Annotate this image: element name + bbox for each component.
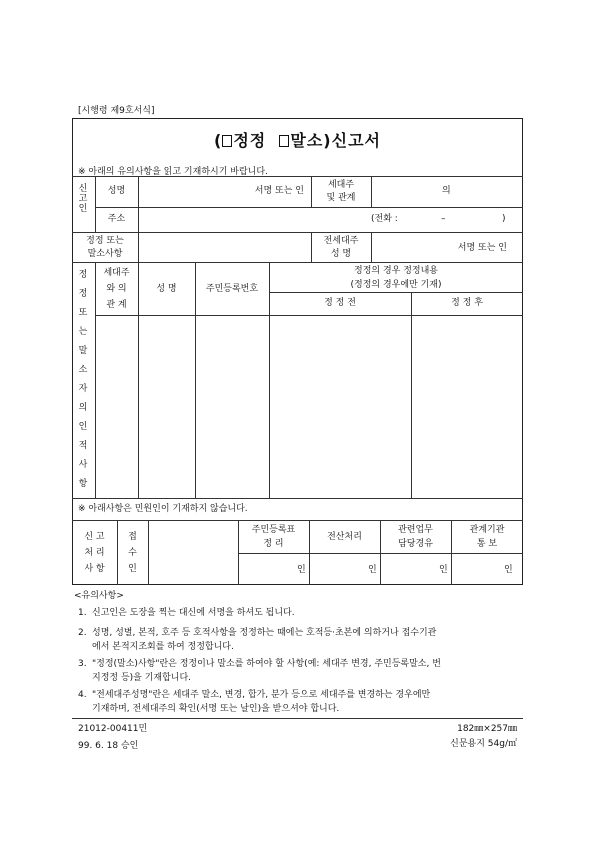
grid-line xyxy=(72,176,523,177)
grid-line xyxy=(95,315,523,316)
note-item xyxy=(78,657,441,671)
grid-line xyxy=(371,176,372,207)
grid-line xyxy=(148,520,149,585)
col-content-2: (정정의 경우에만 기재) xyxy=(350,280,442,290)
note-number: 1. xyxy=(78,608,87,618)
reporter-relation-value: 의 xyxy=(442,186,451,196)
note-item xyxy=(78,606,295,620)
grid-line xyxy=(72,718,523,719)
grid-line xyxy=(138,262,139,498)
note-number: 4. xyxy=(78,690,87,700)
col-relation-2: 와 의 xyxy=(106,284,127,294)
footer-paper: 신문용지 54g/㎡ xyxy=(450,739,517,749)
office-side-label-2: 처 리 xyxy=(84,548,105,558)
title-suffix: )신고서 xyxy=(323,131,381,150)
footer-size: 182㎜×257㎜ xyxy=(457,724,517,734)
col-relation-1: 세대주 xyxy=(103,268,130,278)
office-side-label-3: 사 항 xyxy=(84,564,105,574)
office-seal: 인 xyxy=(297,565,306,575)
grid-line xyxy=(138,176,139,232)
prev-head-label-2: 성 명 xyxy=(330,249,352,259)
reporter-relation-label-2: 및 관계 xyxy=(326,193,356,203)
office-col1-1: 주민등록표 xyxy=(251,525,296,535)
grid-line xyxy=(72,520,523,521)
grid-line xyxy=(269,292,523,293)
grid-line xyxy=(72,498,523,499)
col-after: 정 정 후 xyxy=(451,298,483,308)
note-line: 에서 본적지조회를 하여 정정합니다. xyxy=(92,642,234,652)
office-seal: 인 xyxy=(368,565,377,575)
note-line: "전세대주성명"란은 세대주 말소, 변경, 합가, 분가 등으로 세대주를 변경하는 경우에만 xyxy=(92,690,431,700)
grid-line xyxy=(138,232,139,262)
title-correction-label: 정정 xyxy=(233,131,267,150)
office-col4-1: 관계기관 xyxy=(469,525,505,535)
note-line: 신고인은 도장을 찍는 대신에 서명을 하셔도 됩니다. xyxy=(92,608,295,618)
title-open-paren: ( xyxy=(214,131,223,150)
note-line: 지정정 등)을 기재합니다. xyxy=(92,673,192,683)
col-id-number: 주민등록번호 xyxy=(205,284,259,294)
reason-label-2: 말소사항 xyxy=(87,249,123,259)
note-item xyxy=(78,688,430,702)
reason-sign-label: 서명 또는 인 xyxy=(457,243,507,253)
reporter-phone-close: ) xyxy=(502,214,506,224)
col-relation-3: 관 계 xyxy=(106,300,127,310)
footer-approval: 99. 6. 18 승인 xyxy=(78,741,139,751)
receipt-label-2: 수 xyxy=(128,548,137,558)
title-deletion-label: 말소 xyxy=(290,131,324,150)
grid-line xyxy=(95,262,96,498)
note-line: "정정(말소)사항"란은 정정이나 말소를 하여야 할 사항(예: 세대주 변경, 주민등록말소, 번 xyxy=(92,659,441,669)
office-seal: 인 xyxy=(439,565,448,575)
grid-line xyxy=(411,292,412,498)
note-line: 기재하며, 전세대주의 확인(서명 또는 날인)을 받으셔야 합니다. xyxy=(92,704,340,714)
office-col1-2: 정 리 xyxy=(263,539,284,549)
grid-line xyxy=(309,520,310,585)
grid-line xyxy=(95,207,523,208)
col-content-1: 정정의 경우 정정내용 xyxy=(354,266,438,276)
footer-code: 21012-00411민 xyxy=(78,724,148,734)
col-name: 성 명 xyxy=(156,284,177,294)
reporter-phone-label: (전화 : xyxy=(371,214,398,224)
grid-line xyxy=(72,262,523,263)
reporter-relation-label-1: 세대주 xyxy=(327,180,355,190)
note-number: 2. xyxy=(78,628,87,638)
form-title xyxy=(72,128,523,151)
note-line: 성명, 성별, 본적, 호주 등 호적사항을 정정하는 때에는 호적등·초본에 의하거나 접수기관 xyxy=(92,628,437,638)
office-note: ※ 아래사항은 민원인이 기재하지 않습니다. xyxy=(78,504,248,514)
receipt-label-3: 인 xyxy=(128,564,137,574)
office-side-label-1: 신 고 xyxy=(84,532,105,542)
note-item xyxy=(78,626,436,640)
grid-line xyxy=(195,262,196,498)
form-code: [시행령 제9호서식] xyxy=(78,106,155,116)
col-before: 정 정 전 xyxy=(324,298,356,308)
reporter-sign-label: 서명 또는 인 xyxy=(254,186,304,196)
reporter-name-label: 성명 xyxy=(107,186,126,196)
reporter-side-label: 신고인 xyxy=(78,184,88,214)
deletion-checkbox[interactable] xyxy=(279,135,289,147)
office-seal: 인 xyxy=(504,565,513,575)
office-col3-1: 관련업무 xyxy=(398,525,433,535)
note-number: 3. xyxy=(78,659,87,669)
office-col2: 전산처리 xyxy=(327,532,362,542)
grid-line xyxy=(371,232,372,262)
reason-label-1: 정정 또는 xyxy=(86,236,124,246)
grid-line xyxy=(72,232,523,233)
subjects-side-label: 정정또는말소자의인적사항 xyxy=(78,270,88,489)
prev-head-label-1: 전세대주 xyxy=(323,236,359,246)
reporter-phone-dash: – xyxy=(441,214,446,224)
office-col3-2: 담당경유 xyxy=(398,539,433,549)
receipt-label-1: 접 xyxy=(128,532,137,542)
notes-heading: <유의사항> xyxy=(74,591,124,601)
correction-checkbox[interactable] xyxy=(222,135,232,147)
instruction-top: ※ 아래의 유의사항을 읽고 기재하시기 바랍니다. xyxy=(78,167,268,177)
office-col4-2: 통 보 xyxy=(476,539,498,549)
reporter-address-label: 주소 xyxy=(107,214,126,224)
